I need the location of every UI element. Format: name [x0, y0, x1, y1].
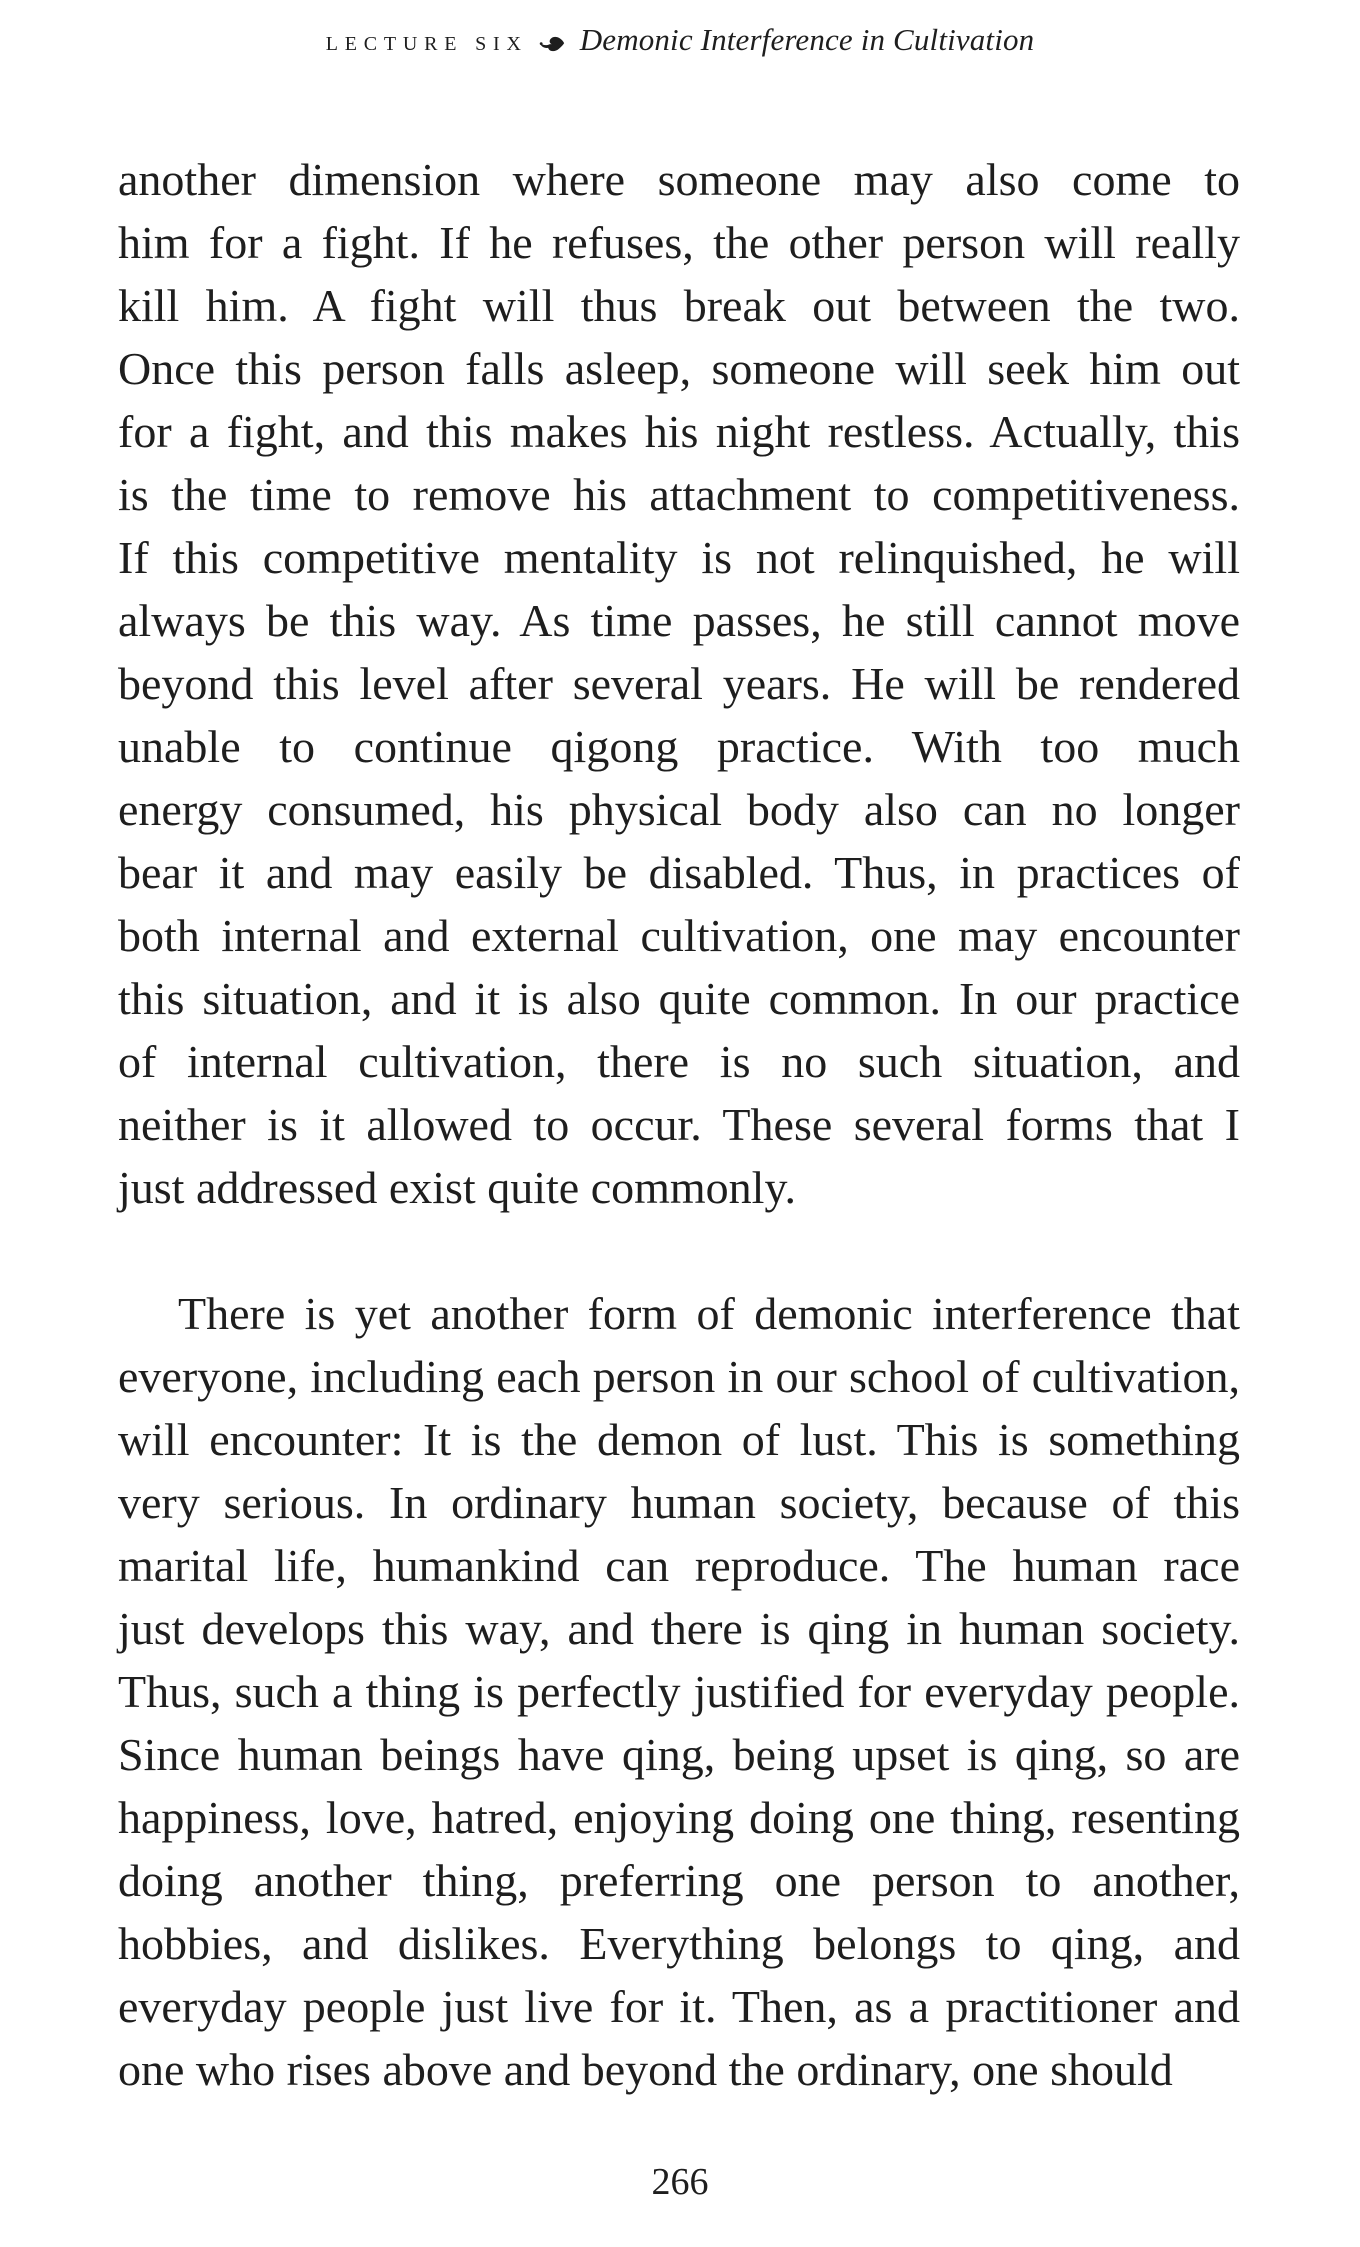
text-line: bear it and may easily be disabled. Thus, in practices of	[118, 847, 1240, 898]
text-line: everyone, including each person in our school of cultivation,	[118, 1351, 1240, 1402]
text-line: everyday people just live for it. Then, as a practitioner and	[118, 1981, 1240, 2032]
text-line: Thus, such a thing is perfectly justified for everyday people.	[118, 1666, 1240, 1717]
text-line: Once this person falls asleep, someone will seek him out	[118, 343, 1240, 394]
text-line: this situation, and it is also quite common. In our practice	[118, 973, 1240, 1024]
chapter-title: Demonic Interference in Cultivation	[579, 22, 1035, 57]
text-line: for a fight, and this makes his night restless. Actually, this	[118, 406, 1240, 457]
text-line: him for a fight. If he refuses, the other person will really	[118, 217, 1240, 268]
text-line: always be this way. As time passes, he still cannot move	[118, 595, 1240, 646]
text-line: one who rises above and beyond the ordinary, one should	[118, 2044, 1173, 2095]
text-line: just addressed exist quite commonly.	[118, 1162, 796, 1213]
text-line: both internal and external cultivation, one may encounter	[118, 910, 1240, 961]
section-label: LECTURE SIX	[325, 33, 528, 55]
text-line: another dimension where someone may also come to	[118, 154, 1240, 205]
text-line: happiness, love, hatred, enjoying doing one thing, resenting	[118, 1792, 1240, 1843]
text-line: If this competitive mentality is not relinquished, he will	[118, 532, 1240, 583]
text-line: doing another thing, preferring one person to another,	[118, 1855, 1240, 1906]
running-head	[0, 22, 1360, 58]
paragraph	[118, 1282, 1240, 2101]
page-number: 266	[651, 2161, 709, 2203]
body-text-block	[118, 148, 1240, 2101]
text-line: beyond this level after several years. He will be rendered	[118, 658, 1240, 709]
text-line: very serious. In ordinary human society, because of this	[118, 1477, 1240, 1528]
text-line: hobbies, and dislikes. Everything belongs to qing, and	[118, 1918, 1240, 1969]
text-line: marital life, humankind can reproduce. The human race	[118, 1540, 1240, 1591]
text-line: neither is it allowed to occur. These several forms that I	[118, 1099, 1240, 1150]
text-line: There is yet another form of demonic interference that	[178, 1288, 1240, 1339]
text-line: kill him. A fight will thus break out between the two.	[118, 280, 1240, 331]
text-line: is the time to remove his attachment to competitiveness.	[118, 469, 1240, 520]
hedera-leaf-icon	[538, 26, 566, 55]
text-line: energy consumed, his physical body also can no longer	[118, 784, 1240, 835]
text-line: just develops this way, and there is qing in human society.	[118, 1603, 1240, 1654]
text-line: Since human beings have qing, being upset is qing, so are	[118, 1729, 1240, 1780]
text-line: will encounter: It is the demon of lust. This is something	[118, 1414, 1240, 1465]
text-line: of internal cultivation, there is no such situation, and	[118, 1036, 1240, 1087]
paragraph	[118, 148, 1240, 1219]
text-line: unable to continue qigong practice. With too much	[118, 721, 1240, 772]
